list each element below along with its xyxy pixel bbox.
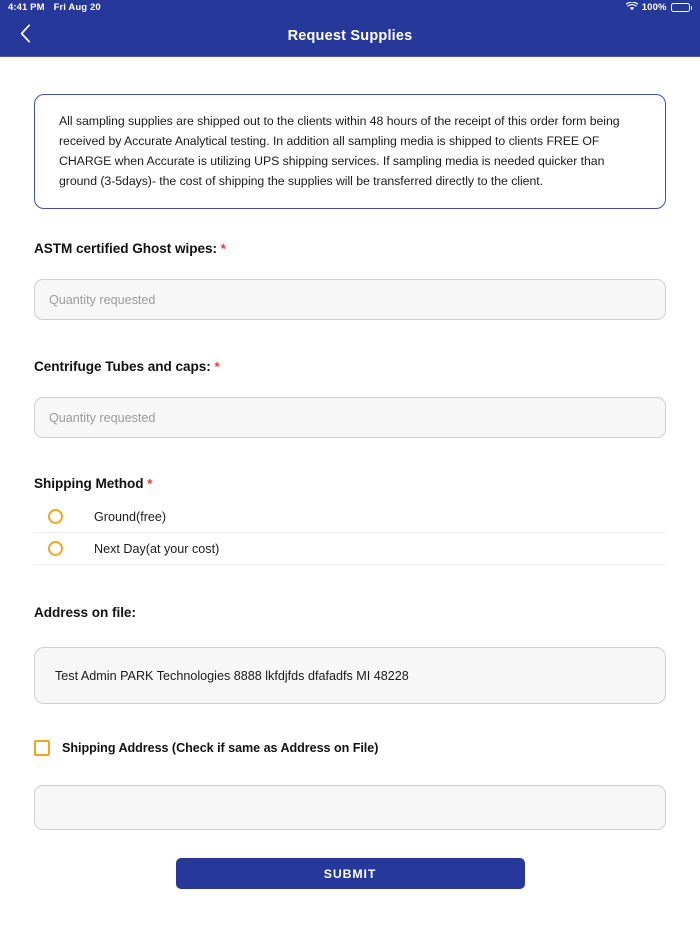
- field-group-address-on-file: [34, 605, 666, 704]
- centrifuge-tubes-quantity-input[interactable]: [34, 397, 666, 438]
- radio-option-ground-label: Ground(free): [94, 509, 167, 524]
- label-shipping-method: [34, 476, 666, 491]
- shipping-method-radio-group: [34, 501, 666, 565]
- radio-option-ground[interactable]: [34, 501, 666, 533]
- label-centrifuge-tubes: [34, 359, 666, 374]
- label-address-on-file: Address on file:: [34, 605, 136, 621]
- required-marker: *: [147, 476, 153, 492]
- field-group-shipping-method: [34, 476, 666, 565]
- radio-circle-icon: [48, 541, 63, 556]
- back-button[interactable]: [10, 21, 40, 51]
- checkbox-icon: [34, 740, 50, 756]
- radio-option-next-day-label: Next Day(at your cost): [94, 541, 220, 556]
- status-bar-right: [626, 2, 692, 14]
- radio-circle-icon: [48, 509, 63, 524]
- info-notice-box: [34, 94, 666, 209]
- required-marker: *: [214, 359, 220, 375]
- status-date: Fri Aug 20: [53, 2, 101, 13]
- shipping-address-checkbox-row[interactable]: [34, 740, 666, 756]
- submit-button-container: [34, 858, 666, 889]
- shipping-address-checkbox-label: Shipping Address (Check if same as Address on File): [62, 741, 379, 756]
- label-shipping-method-text: Shipping Method: [34, 476, 144, 492]
- ghost-wipes-quantity-input[interactable]: [34, 279, 666, 320]
- label-ghost-wipes: [34, 241, 666, 256]
- battery-percent-label: 100%: [641, 2, 667, 13]
- submit-button[interactable]: SUBMIT: [176, 858, 525, 889]
- field-group-ghost-wipes: [34, 241, 666, 320]
- battery-icon: [671, 3, 693, 12]
- form-content: [0, 94, 700, 889]
- status-bar: [0, 0, 700, 15]
- label-centrifuge-tubes-text: Centrifuge Tubes and caps:: [34, 359, 211, 375]
- radio-option-next-day[interactable]: [34, 533, 666, 565]
- status-bar-left: [8, 2, 101, 13]
- wifi-icon: [626, 2, 638, 14]
- address-on-file-box: [34, 647, 666, 704]
- chevron-left-icon: [20, 24, 31, 48]
- required-marker: *: [220, 241, 226, 257]
- nav-bar: [0, 15, 700, 57]
- label-ghost-wipes-text: ASTM certified Ghost wipes:: [34, 241, 217, 257]
- address-on-file-value: Test Admin PARK Technologies 8888 lkfdjfds dfafadfs MI 48228: [55, 668, 409, 683]
- shipping-address-input[interactable]: [34, 785, 666, 830]
- field-group-centrifuge-tubes: [34, 359, 666, 438]
- page-title: Request Supplies: [287, 27, 413, 44]
- status-time: 4:41 PM: [8, 2, 45, 13]
- info-notice-text: All sampling supplies are shipped out to the clients within 48 hours of the receipt of this order form being received by Accurate Analytical testing. In addition all sampling media is shipped to clients FREE OF CHARGE when Accurate is utilizing UPS shipping services. If sampling media is needed quicker than ground (3-5days)- the cost of shipping the supplies will be transferred directly to the client.: [59, 114, 620, 189]
